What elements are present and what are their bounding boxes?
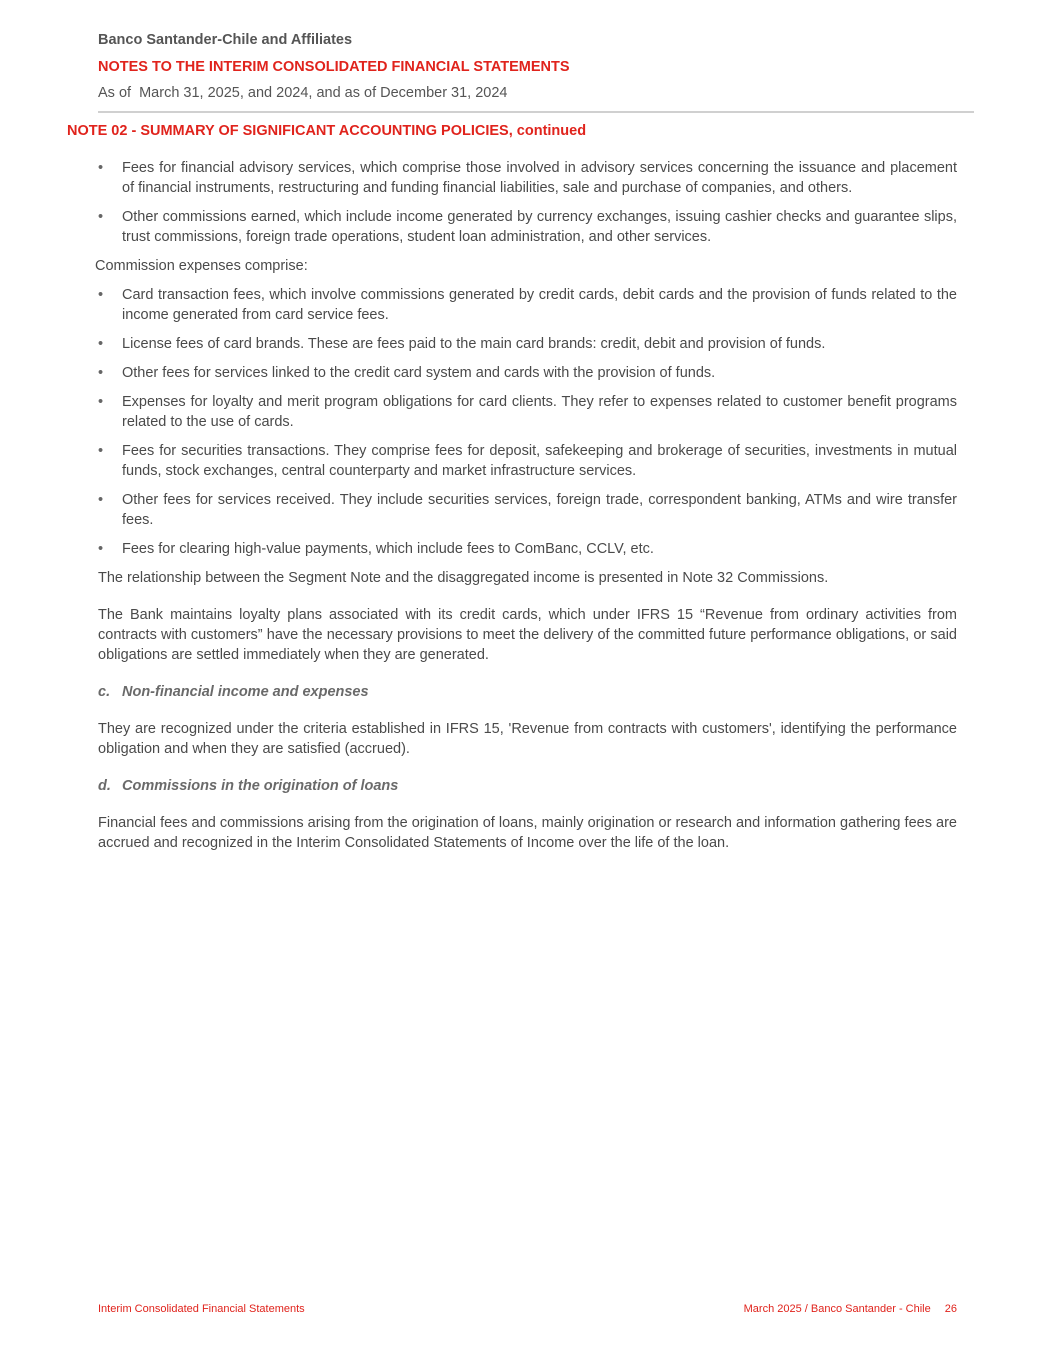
- list-item: • Fees for financial advisory services, which comprise those involved in advisory services concerning the issuance and placement of financial instruments, restructuring and funding financial liabilities, sale and purchase of companies, and others.: [98, 160, 957, 196]
- bullet-icon: •: [98, 365, 104, 381]
- bullet-icon: •: [98, 336, 104, 352]
- document-title: NOTES TO THE INTERIM CONSOLIDATED FINANCIAL STATEMENTS: [98, 59, 570, 75]
- company-name: Banco Santander-Chile and Affiliates: [98, 32, 353, 48]
- bullet-icon: •: [98, 287, 104, 303]
- list-item: • Fees for securities transactions. They comprise fees for deposit, safekeeping and brokerage of securities, investments in mutual funds, stock exchanges, central counterparty and market infrastructure services.: [98, 443, 957, 479]
- note-title: NOTE 02 - SUMMARY OF SIGNIFICANT ACCOUNTING POLICIES, continued: [67, 123, 587, 139]
- header-divider: [98, 111, 974, 113]
- segment-paragraph: The relationship between the Segment Note and the disaggregated income is presented in Note 32 Commissions.: [98, 570, 829, 586]
- bullet-icon: •: [98, 160, 104, 176]
- section-c-letter: c.: [98, 684, 111, 700]
- page-header: [98, 31, 570, 102]
- list-item: • Fees for clearing high-value payments, which include fees to ComBanc, CCLV, etc.: [98, 541, 654, 557]
- main-content: [95, 158, 957, 853]
- bullet-icon: •: [98, 209, 104, 225]
- bullet-icon: •: [98, 443, 104, 459]
- section-d-heading: [98, 776, 957, 796]
- page-number: 26: [944, 1303, 957, 1315]
- list-item: • Card transaction fees, which involve commissions generated by credit cards, debit cards and the provision of funds related to the income generated from card service fees.: [98, 287, 957, 323]
- section-d-body: Financial fees and commissions arising from the origination of loans, mainly origination or research and information gathering fees are accrued and recognized in the Interim Consolidated Statements of Income over the life of the loan.: [98, 815, 957, 851]
- bullet-icon: •: [98, 492, 104, 508]
- section-c-body: They are recognized under the criteria established in IFRS 15, 'Revenue from contracts with customers', identifying the performance obligation and when they are satisfied (accrued).: [98, 721, 957, 757]
- list-item: • Expenses for loyalty and merit program obligations for card clients. They refer to expenses related to customer benefit programs related to the use of cards.: [98, 394, 957, 430]
- bullet-icon: •: [98, 541, 104, 557]
- list-item: • License fees of card brands. These are fees paid to the main card brands: credit, debit and provision of funds.: [98, 336, 826, 352]
- section-c-title: Non-financial income and expenses: [122, 684, 369, 700]
- list-item: • Other commissions earned, which include income generated by currency exchanges, issuing cashier checks and guarantee slips, trust commissions, foreign trade operations, student loan administration, and other services.: [98, 209, 957, 245]
- list-item: • Other fees for services linked to the credit card system and cards with the provision of funds.: [98, 365, 716, 381]
- section-d-letter: d.: [98, 778, 111, 794]
- section-c-heading: [98, 682, 957, 702]
- loyalty-paragraph: The Bank maintains loyalty plans associated with its credit cards, which under IFRS 15 “Revenue from ordinary activities from contracts with customers” have the necessary provisions to meet the delivery of the committed future performance obligations, or said obligations are settled immediately when they are generated.: [98, 607, 957, 663]
- footer-right: [744, 1302, 957, 1316]
- expense-bullet-list: [98, 285, 957, 559]
- document-date: As of March 31, 2025, and 2024, and as of December 31, 2024: [98, 85, 508, 101]
- bullet-icon: •: [98, 394, 104, 410]
- income-bullet-list: [98, 158, 957, 247]
- section-d-title: Commissions in the origination of loans: [122, 778, 399, 794]
- footer-left: Interim Consolidated Financial Statements: [98, 1303, 305, 1315]
- list-item: • Other fees for services received. They include securities services, foreign trade, correspondent banking, ATMs and wire transfer fees.: [98, 492, 957, 528]
- expenses-intro: Commission expenses comprise:: [95, 258, 308, 274]
- footer-publication: March 2025 / Banco Santander - Chile: [743, 1303, 931, 1315]
